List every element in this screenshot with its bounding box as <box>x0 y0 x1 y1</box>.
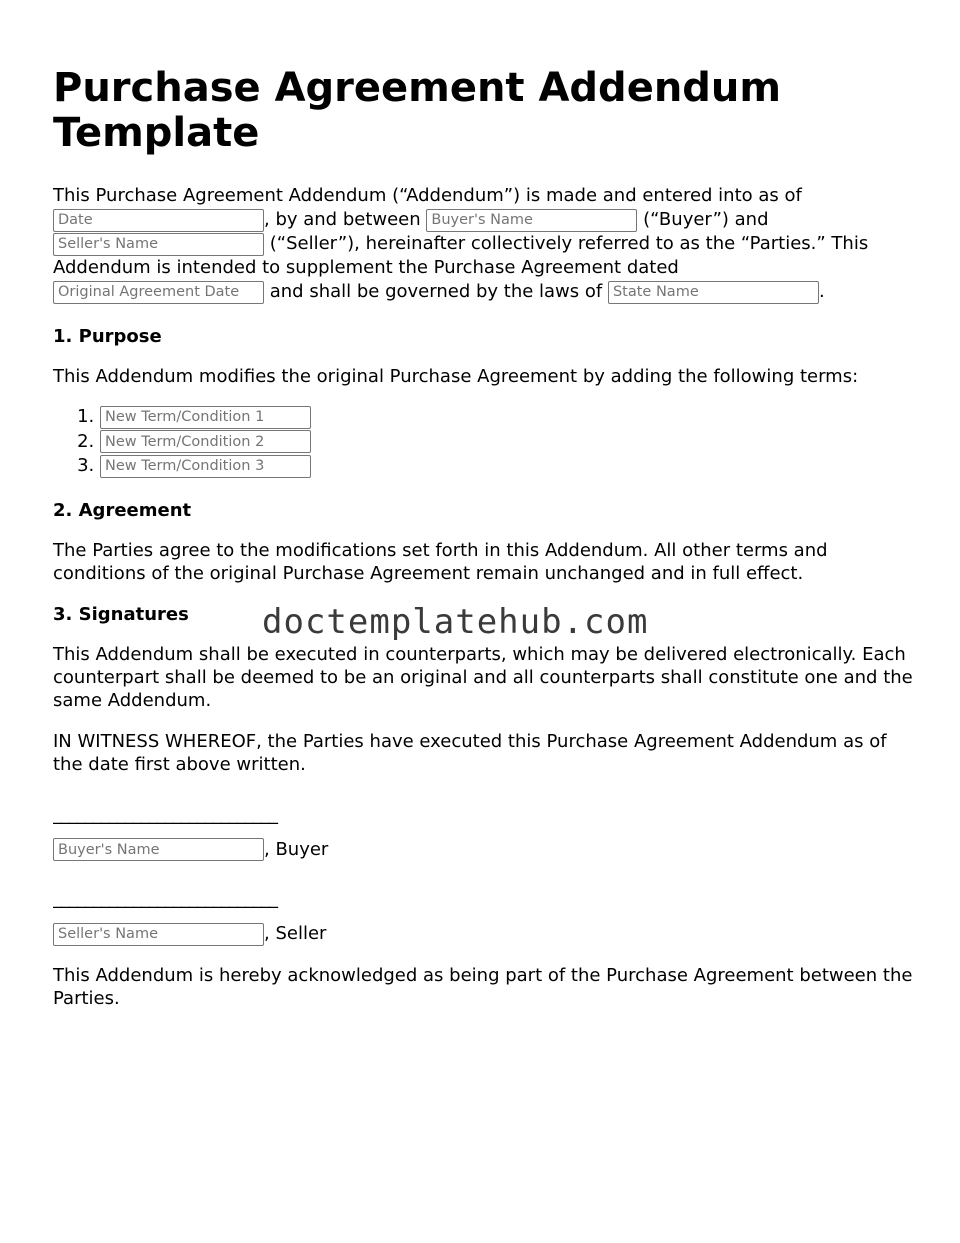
seller-signature-line: ____________________________ <box>53 888 277 909</box>
term-3-field[interactable] <box>100 455 311 478</box>
intro-text-4: (“Seller”), hereinafter collectively referred to as the “Parties.” This Addendum is intended to supplement the Purchase Agreement dated <box>53 233 869 278</box>
list-item <box>100 430 913 455</box>
signatures-heading: 3. Signatures <box>53 603 189 625</box>
buyer-suffix: , Buyer <box>264 838 329 860</box>
page-title: Purchase Agreement Addendum Template <box>53 65 782 156</box>
agreement-text: The Parties agree to the modifications set forth in this Addendum. All other terms and conditions of the original Purchase Agreement remain unchanged and in full effect. <box>53 539 828 584</box>
agreement-heading: 2. Agreement <box>53 499 192 521</box>
purpose-heading: 1. Purpose <box>53 326 162 347</box>
intro-text-3: (“Buyer”) and <box>643 209 769 230</box>
witness-text: IN WITNESS WHEREOF, the Parties have executed this Purchase Agreement Addendum as of the date first above written. <box>53 730 887 775</box>
date-field[interactable] <box>53 209 264 232</box>
intro-text-5: and shall be governed by the laws of <box>269 281 603 302</box>
document <box>53 66 913 1010</box>
seller-signature-name-field[interactable] <box>53 923 264 946</box>
intro-paragraph <box>53 184 913 304</box>
counterparts-text: This Addendum shall be executed in counterparts, which may be delivered electronically. Each counterpart shall be deemed to be an original and all counterparts shall constitute one and the same Addendum. <box>53 643 913 711</box>
seller-suffix: , Seller <box>264 923 327 944</box>
state-name-field[interactable] <box>608 281 819 304</box>
buyer-signature-name-field[interactable] <box>53 838 264 861</box>
buyer-name-field[interactable] <box>426 209 637 232</box>
term-1-field[interactable] <box>100 406 311 429</box>
intro-text-6: . <box>818 281 825 302</box>
watermark: doctemplatehub.com <box>262 602 649 642</box>
seller-name-field[interactable] <box>53 233 264 256</box>
intro-text-2: , by and between <box>264 209 421 230</box>
list-item <box>100 454 913 479</box>
acknowledgment-text: This Addendum is hereby acknowledged as being part of the Purchase Agreement between the Parties. <box>53 964 913 1009</box>
buyer-signature-block <box>53 838 913 862</box>
original-agreement-date-field[interactable] <box>53 281 264 304</box>
term-2-field[interactable] <box>100 430 311 453</box>
intro-text-1: This Purchase Agreement Addendum (“Addendum”) is made and entered into as of <box>53 185 802 206</box>
purpose-text: This Addendum modifies the original Purchase Agreement by adding the following terms: <box>53 366 859 387</box>
list-item <box>100 405 913 430</box>
terms-list <box>53 405 913 479</box>
buyer-signature-line: ____________________________ <box>53 803 277 825</box>
seller-signature-block <box>53 922 913 946</box>
